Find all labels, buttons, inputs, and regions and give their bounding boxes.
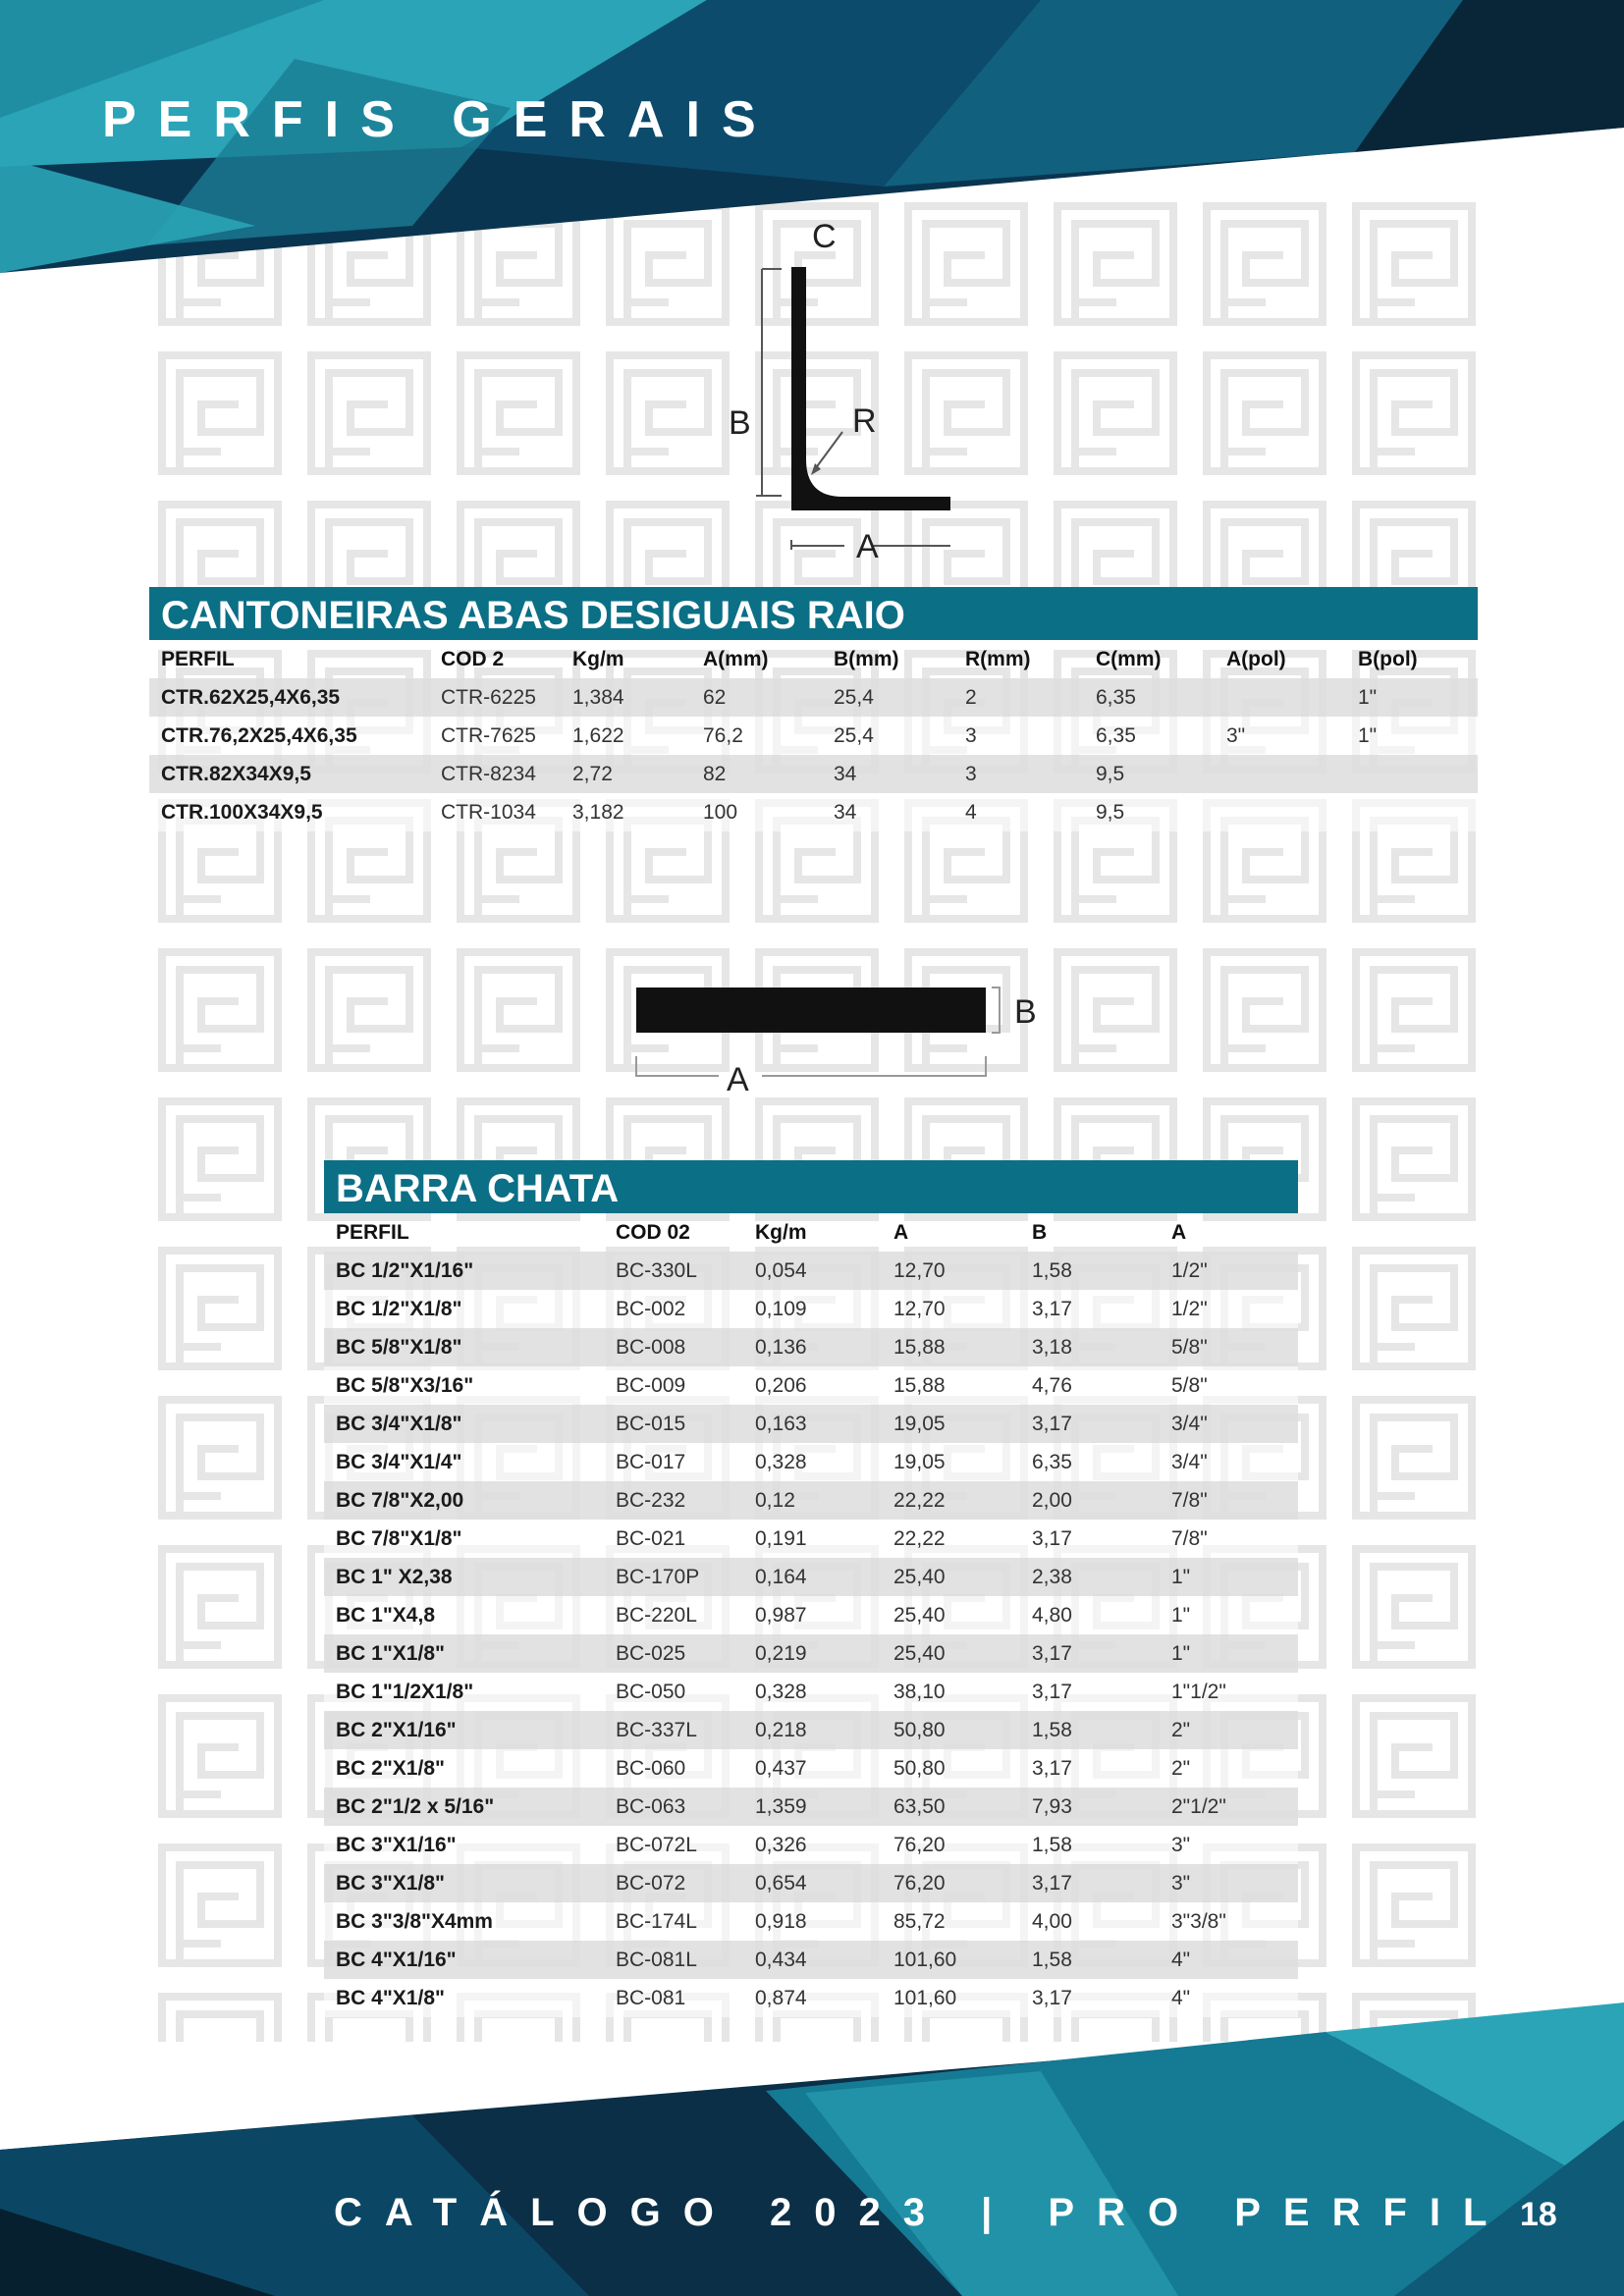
profile-name-cell: CTR.100X34X9,5 — [149, 793, 429, 831]
table-cell: 1/2" — [1160, 1290, 1298, 1328]
table-cell: 1" — [1160, 1634, 1298, 1673]
table-row — [324, 1902, 1298, 1941]
table-cell: CTR-1034 — [429, 793, 561, 831]
table-cell: BC-009 — [604, 1366, 743, 1405]
profile-name-cell: BC 5/8"X1/8" — [324, 1328, 604, 1366]
table-cell: 4 — [953, 793, 1084, 831]
table-cell: 4,76 — [1020, 1366, 1160, 1405]
label-b: B — [1014, 993, 1037, 1031]
table-cell: 1"1/2" — [1160, 1673, 1298, 1711]
table-row — [324, 1252, 1298, 1290]
table-row — [324, 1711, 1298, 1749]
table-cell: CTR-6225 — [429, 678, 561, 717]
table-row — [324, 1558, 1298, 1596]
table-cell: 3" — [1160, 1864, 1298, 1902]
profile-name-cell: BC 4"X1/8" — [324, 1979, 604, 2017]
table-cell: 50,80 — [882, 1711, 1020, 1749]
table-cell: BC-050 — [604, 1673, 743, 1711]
table-cell: 12,70 — [882, 1290, 1020, 1328]
table-cell — [1346, 793, 1478, 831]
table-row — [324, 1405, 1298, 1443]
table-cell: 0,654 — [743, 1864, 882, 1902]
table-cell: 76,2 — [691, 717, 822, 755]
table-cell: 2,38 — [1020, 1558, 1160, 1596]
table-cell: BC-072 — [604, 1864, 743, 1902]
table-header-row — [149, 640, 1478, 678]
table-cell: 7/8" — [1160, 1520, 1298, 1558]
table-cell: BC-081L — [604, 1941, 743, 1979]
table-row — [324, 1749, 1298, 1788]
table-cell: 0,206 — [743, 1366, 882, 1405]
table-cell: 4,00 — [1020, 1902, 1160, 1941]
table-cell — [1346, 755, 1478, 793]
table-cell: 3"3/8" — [1160, 1902, 1298, 1941]
table-cell: BC-220L — [604, 1596, 743, 1634]
table-cell: BC-174L — [604, 1902, 743, 1941]
column-header: A — [1171, 1221, 1187, 1244]
table-row — [324, 1366, 1298, 1405]
profile-name-cell: BC 3"X1/8" — [324, 1864, 604, 1902]
table-row — [324, 1596, 1298, 1634]
table-cell: CTR-7625 — [429, 717, 561, 755]
page-title: PERFIS GERAIS — [102, 91, 778, 148]
table-cell: 3,182 — [561, 793, 691, 831]
table-row — [324, 1941, 1298, 1979]
table-cell: 1,384 — [561, 678, 691, 717]
table-cell: 19,05 — [882, 1405, 1020, 1443]
label-b: B — [729, 404, 751, 442]
table-cell: 0,874 — [743, 1979, 882, 2017]
table-cell: 4" — [1160, 1941, 1298, 1979]
table-cell: 22,22 — [882, 1481, 1020, 1520]
table-cell: BC-002 — [604, 1290, 743, 1328]
table-cell: 25,40 — [882, 1596, 1020, 1634]
table-cell: 0,219 — [743, 1634, 882, 1673]
table-cell: 1,58 — [1020, 1826, 1160, 1864]
table-cell: 0,164 — [743, 1558, 882, 1596]
flat-bar-diagram — [628, 974, 1060, 1101]
table-row — [149, 755, 1478, 793]
table-cell — [1215, 755, 1346, 793]
table-cell: BC-072L — [604, 1826, 743, 1864]
table-cell: 3,17 — [1020, 1864, 1160, 1902]
table-cell: 1/2" — [1160, 1252, 1298, 1290]
table-cell: BC-021 — [604, 1520, 743, 1558]
profile-name-cell: BC 1/2"X1/16" — [324, 1252, 604, 1290]
table-cell: 4,80 — [1020, 1596, 1160, 1634]
table-cell: 62 — [691, 678, 822, 717]
table-cell — [1215, 678, 1346, 717]
table-row — [149, 793, 1478, 831]
profile-name-cell: BC 3"3/8"X4mm — [324, 1902, 604, 1941]
table-cell: 6,35 — [1020, 1443, 1160, 1481]
table-cell: 3/4" — [1160, 1405, 1298, 1443]
table-row — [149, 678, 1478, 717]
table-cell: 3,17 — [1020, 1749, 1160, 1788]
table-row — [324, 1290, 1298, 1328]
table-cell: 101,60 — [882, 1941, 1020, 1979]
table-cell: 3" — [1160, 1826, 1298, 1864]
table-cell: 9,5 — [1084, 793, 1215, 831]
table-cell: 2"1/2" — [1160, 1788, 1298, 1826]
cantoneiras-table — [149, 640, 1478, 831]
table-row — [324, 1520, 1298, 1558]
table-cell: 0,136 — [743, 1328, 882, 1366]
table-cell: BC-015 — [604, 1405, 743, 1443]
table-cell: 25,40 — [882, 1558, 1020, 1596]
table-cell: 0,987 — [743, 1596, 882, 1634]
column-header: COD 2 — [441, 648, 505, 670]
table-cell: 2,00 — [1020, 1481, 1160, 1520]
column-header: R(mm) — [965, 648, 1031, 670]
profile-name-cell: BC 2"1/2 x 5/16" — [324, 1788, 604, 1826]
table-cell: 1,622 — [561, 717, 691, 755]
label-a: A — [727, 1061, 749, 1098]
table-cell: 85,72 — [882, 1902, 1020, 1941]
profile-name-cell: CTR.82X34X9,5 — [149, 755, 429, 793]
table-cell: BC-170P — [604, 1558, 743, 1596]
table-cell: 19,05 — [882, 1443, 1020, 1481]
table-cell: 0,328 — [743, 1673, 882, 1711]
table-cell: 25,40 — [882, 1634, 1020, 1673]
table-cell: 3,17 — [1020, 1979, 1160, 2017]
column-header: A — [893, 1221, 909, 1244]
profile-name-cell: BC 4"X1/16" — [324, 1941, 604, 1979]
table-row — [324, 1788, 1298, 1826]
table-cell: 0,326 — [743, 1826, 882, 1864]
table-cell: 1,359 — [743, 1788, 882, 1826]
table-cell: 38,10 — [882, 1673, 1020, 1711]
table-cell: 3,17 — [1020, 1673, 1160, 1711]
table-cell: 1,58 — [1020, 1711, 1160, 1749]
table-row — [324, 1481, 1298, 1520]
table-row — [324, 1634, 1298, 1673]
cantoneiras-title: CANTONEIRAS ABAS DESIGUAIS RAIO — [149, 587, 1478, 640]
table-row — [324, 1328, 1298, 1366]
table-cell: 4" — [1160, 1979, 1298, 2017]
table-cell: 2 — [953, 678, 1084, 717]
table-cell: 1" — [1160, 1596, 1298, 1634]
table-cell: 101,60 — [882, 1979, 1020, 2017]
table-cell: 63,50 — [882, 1788, 1020, 1826]
column-header: Kg/m — [755, 1221, 807, 1244]
table-cell: 100 — [691, 793, 822, 831]
table-cell: 3 — [953, 717, 1084, 755]
table-cell: 82 — [691, 755, 822, 793]
table-cell: BC-025 — [604, 1634, 743, 1673]
column-header: A(pol) — [1226, 648, 1286, 670]
table-cell: 0,191 — [743, 1520, 882, 1558]
table-cell: 0,109 — [743, 1290, 882, 1328]
table-header-row — [324, 1213, 1298, 1252]
table-cell: 5/8" — [1160, 1328, 1298, 1366]
column-header: PERFIL — [336, 1221, 409, 1244]
table-cell: 34 — [822, 755, 953, 793]
table-cell: 0,437 — [743, 1749, 882, 1788]
table-cell: 7,93 — [1020, 1788, 1160, 1826]
table-row — [324, 1826, 1298, 1864]
profile-name-cell: CTR.62X25,4X6,35 — [149, 678, 429, 717]
profile-name-cell: BC 1/2"X1/8" — [324, 1290, 604, 1328]
profile-name-cell: BC 2"X1/16" — [324, 1711, 604, 1749]
table-cell: 0,218 — [743, 1711, 882, 1749]
table-cell: 6,35 — [1084, 678, 1215, 717]
table-cell: 12,70 — [882, 1252, 1020, 1290]
table-cell: 0,328 — [743, 1443, 882, 1481]
table-cell: 1" — [1346, 678, 1478, 717]
column-header: C(mm) — [1096, 648, 1162, 670]
table-cell: BC-063 — [604, 1788, 743, 1826]
table-cell: BC-330L — [604, 1252, 743, 1290]
table-cell: 3/4" — [1160, 1443, 1298, 1481]
table-cell: CTR-8234 — [429, 755, 561, 793]
table-row — [324, 1443, 1298, 1481]
column-header: PERFIL — [161, 648, 235, 670]
profile-name-cell: BC 1"X4,8 — [324, 1596, 604, 1634]
profile-name-cell: BC 1" X2,38 — [324, 1558, 604, 1596]
table-cell: 15,88 — [882, 1366, 1020, 1405]
table-cell: 76,20 — [882, 1864, 1020, 1902]
table-cell: BC-060 — [604, 1749, 743, 1788]
column-header: A(mm) — [703, 648, 769, 670]
profile-name-cell: BC 3"X1/16" — [324, 1826, 604, 1864]
footer-text: CATÁLOGO 2023 | PRO PERFIL — [334, 2191, 1510, 2234]
table-cell: 34 — [822, 793, 953, 831]
column-header: COD 02 — [616, 1221, 690, 1244]
label-c: C — [812, 218, 837, 255]
table-cell: BC-081 — [604, 1979, 743, 2017]
table-cell: 9,5 — [1084, 755, 1215, 793]
table-cell: 2" — [1160, 1749, 1298, 1788]
profile-name-cell: CTR.76,2X25,4X6,35 — [149, 717, 429, 755]
table-cell: 0,12 — [743, 1481, 882, 1520]
column-header: Kg/m — [572, 648, 624, 670]
barra-chata-title: BARRA CHATA — [324, 1160, 1298, 1213]
table-cell: 25,4 — [822, 717, 953, 755]
table-cell: 1" — [1160, 1558, 1298, 1596]
profile-name-cell: BC 3/4"X1/4" — [324, 1443, 604, 1481]
table-cell: 1,58 — [1020, 1941, 1160, 1979]
label-a: A — [856, 528, 879, 565]
table-cell: 25,4 — [822, 678, 953, 717]
table-cell: BC-232 — [604, 1481, 743, 1520]
profile-name-cell: BC 5/8"X3/16" — [324, 1366, 604, 1405]
table-cell — [1215, 793, 1346, 831]
profile-name-cell: BC 1"X1/8" — [324, 1634, 604, 1673]
table-cell: 76,20 — [882, 1826, 1020, 1864]
table-cell: 3,18 — [1020, 1328, 1160, 1366]
label-r: R — [852, 402, 877, 440]
table-cell: 0,054 — [743, 1252, 882, 1290]
table-cell: 2" — [1160, 1711, 1298, 1749]
angle-profile-diagram — [717, 206, 972, 569]
table-row — [149, 717, 1478, 755]
table-cell: 3,17 — [1020, 1405, 1160, 1443]
table-cell: 1,58 — [1020, 1252, 1160, 1290]
table-cell: 0,918 — [743, 1902, 882, 1941]
table-cell: 2,72 — [561, 755, 691, 793]
column-header: B(mm) — [834, 648, 899, 670]
profile-name-cell: BC 7/8"X1/8" — [324, 1520, 604, 1558]
table-row — [324, 1864, 1298, 1902]
profile-name-cell: BC 2"X1/8" — [324, 1749, 604, 1788]
table-cell: 3,17 — [1020, 1290, 1160, 1328]
table-cell: 0,434 — [743, 1941, 882, 1979]
profile-name-cell: BC 3/4"X1/8" — [324, 1405, 604, 1443]
table-cell: 15,88 — [882, 1328, 1020, 1366]
footer-graphic — [0, 2002, 1624, 2296]
column-header: B — [1032, 1221, 1048, 1244]
table-cell: 6,35 — [1084, 717, 1215, 755]
table-cell: 1" — [1346, 717, 1478, 755]
table-cell: 50,80 — [882, 1749, 1020, 1788]
profile-name-cell: BC 1"1/2X1/8" — [324, 1673, 604, 1711]
table-cell: 3 — [953, 755, 1084, 793]
column-header: B(pol) — [1358, 648, 1418, 670]
table-cell: BC-008 — [604, 1328, 743, 1366]
barra-chata-table — [324, 1213, 1298, 2017]
profile-name-cell: BC 7/8"X2,00 — [324, 1481, 604, 1520]
table-cell: 22,22 — [882, 1520, 1020, 1558]
table-cell: BC-337L — [604, 1711, 743, 1749]
table-cell: 7/8" — [1160, 1481, 1298, 1520]
table-row — [324, 1673, 1298, 1711]
table-cell: 3" — [1215, 717, 1346, 755]
page-number: 18 — [1520, 2196, 1557, 2233]
table-cell: BC-017 — [604, 1443, 743, 1481]
table-cell: 0,163 — [743, 1405, 882, 1443]
table-cell: 3,17 — [1020, 1634, 1160, 1673]
table-cell: 5/8" — [1160, 1366, 1298, 1405]
table-cell: 3,17 — [1020, 1520, 1160, 1558]
